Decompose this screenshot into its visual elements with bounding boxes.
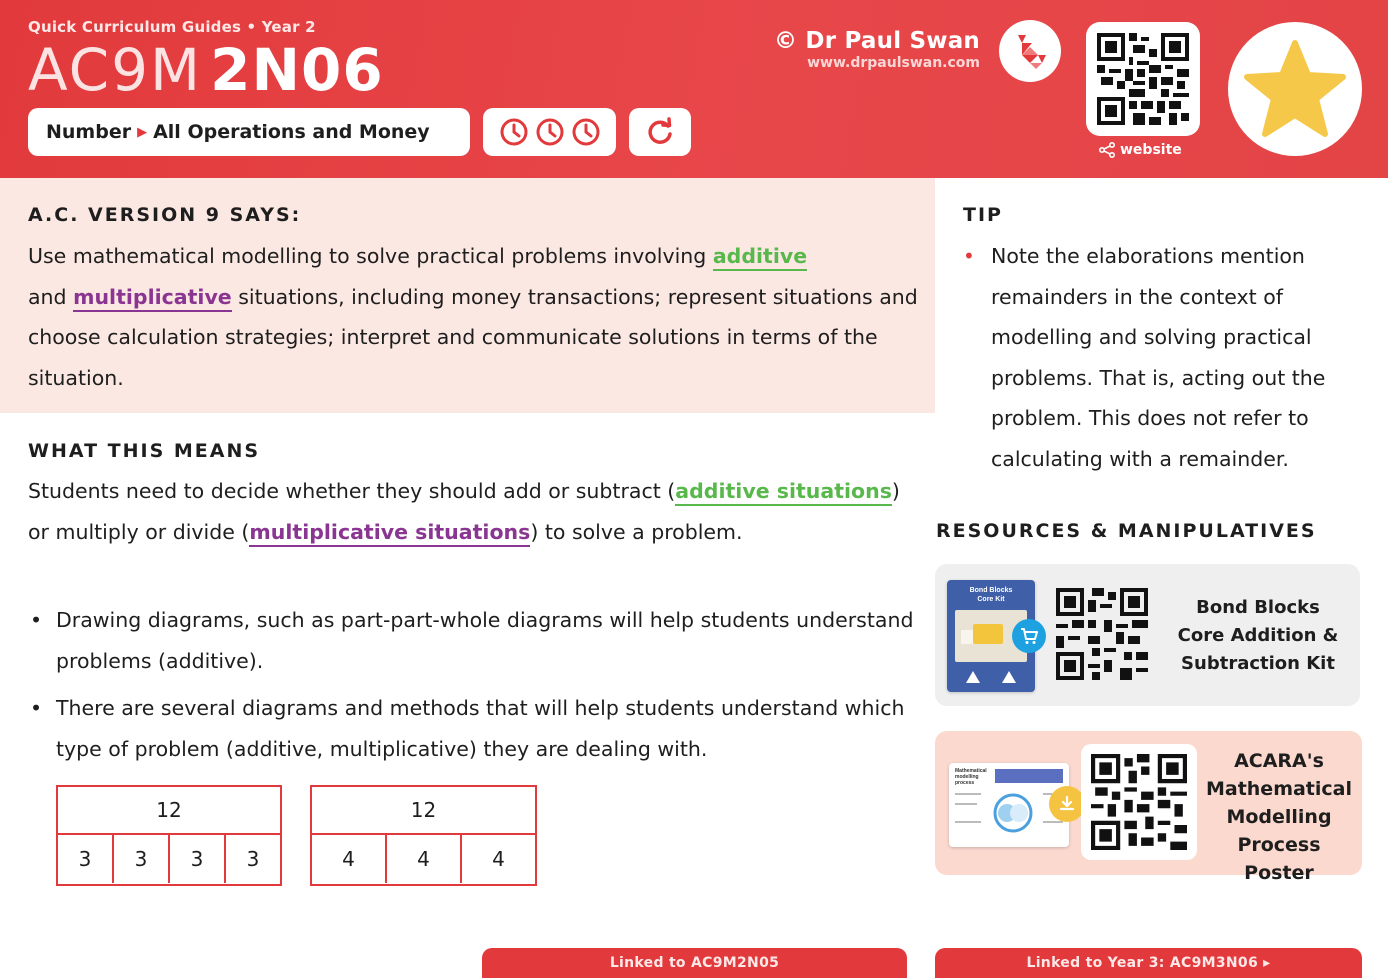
thumb-title: Mathematical modelling process bbox=[955, 768, 987, 786]
refresh-icon bbox=[644, 116, 676, 148]
keyword-multiplicative-situations: multiplicative situations bbox=[249, 520, 530, 547]
share-icon bbox=[1098, 141, 1116, 159]
says-text-part: and bbox=[28, 284, 74, 309]
cart-icon[interactable] bbox=[1012, 619, 1046, 653]
resource-card-modelling-poster[interactable] bbox=[935, 731, 1362, 884]
substrand-label: All Operations and Money bbox=[153, 121, 430, 143]
bar-model-part: 3 bbox=[168, 835, 224, 883]
bar-model-diagram bbox=[56, 785, 282, 886]
author-url[interactable]: www.drpaulswan.com bbox=[807, 55, 980, 71]
resource-title-line: Modelling bbox=[1226, 806, 1332, 828]
linked-prev-code-link[interactable]: Linked to AC9M2N05 bbox=[482, 948, 907, 978]
resources-heading: RESOURCES & MANIPULATIVES bbox=[936, 520, 1317, 542]
website-qr-code[interactable] bbox=[1086, 22, 1200, 136]
clock-icon bbox=[535, 117, 565, 147]
bar-model-part: 4 bbox=[342, 847, 355, 871]
keyword-additive: additive bbox=[713, 244, 807, 271]
bar-model-diagram bbox=[310, 785, 537, 886]
means-heading: WHAT THIS MEANS bbox=[28, 440, 261, 462]
code-prefix: AC9M bbox=[28, 36, 203, 104]
bar-model-whole: 12 bbox=[58, 787, 280, 835]
bar-model-parts bbox=[58, 835, 280, 883]
author-credit bbox=[770, 28, 980, 71]
linked-next-year-link[interactable]: Linked to Year 3: AC9M3N06 ▸ bbox=[935, 948, 1362, 978]
difficulty-star-badge bbox=[1228, 22, 1362, 156]
poster-header-bar bbox=[995, 769, 1063, 783]
says-text-part: Use mathematical modelling to solve practical problems involving bbox=[28, 244, 713, 268]
star-icon bbox=[1243, 39, 1347, 139]
download-icon[interactable] bbox=[1049, 786, 1085, 822]
resource-title-line: Subtraction Kit bbox=[1181, 653, 1335, 674]
series-tag: Quick Curriculum Guides • Year 2 bbox=[28, 18, 316, 36]
modelling-cycle-icon bbox=[985, 789, 1041, 837]
tip-heading: TIP bbox=[963, 204, 1003, 226]
curriculum-code bbox=[28, 38, 384, 102]
website-label: website bbox=[1120, 142, 1182, 158]
resource-title bbox=[1201, 747, 1357, 887]
thumb-subtitle: Core Kit bbox=[977, 596, 1005, 603]
brand-logo bbox=[999, 20, 1061, 82]
bar-model-part: 4 bbox=[385, 835, 460, 883]
time-indicator bbox=[483, 108, 616, 156]
tip-list bbox=[963, 236, 1363, 479]
resource-card-bond-blocks[interactable] bbox=[935, 564, 1360, 706]
resource-title-line: Core Addition & bbox=[1177, 625, 1339, 646]
list-item: • Drawing diagrams, such as part-part-whole diagrams will help students understand problems (additive). bbox=[28, 600, 918, 681]
refresh-button[interactable] bbox=[629, 108, 691, 156]
resource-title-line: Bond Blocks bbox=[1196, 597, 1320, 618]
keyword-additive-situations: additive situations bbox=[675, 479, 892, 506]
tip-item: • Note the elaborations mention remainders in the context of modelling and solving practical problems. That is, acting out the problem. This does not refer to calculating with a remainder. bbox=[963, 236, 1363, 479]
website-link[interactable] bbox=[1098, 141, 1198, 159]
bar-model-whole: 12 bbox=[312, 787, 535, 835]
strand-breadcrumb bbox=[28, 108, 470, 156]
means-text-part: ) to solve a problem. bbox=[530, 519, 743, 544]
means-explanation bbox=[28, 471, 918, 552]
resource-title bbox=[1167, 594, 1349, 678]
bar-model-part: 3 bbox=[224, 835, 280, 883]
resource-title-line: Mathematical bbox=[1205, 778, 1353, 800]
product-logos bbox=[955, 670, 1027, 684]
resource-title-line: ACARA's bbox=[1234, 750, 1324, 772]
means-text-part: Students need to decide whether they should add or subtract ( bbox=[28, 479, 676, 503]
keyword-multiplicative: multiplicative bbox=[73, 285, 232, 312]
qr-code-icon bbox=[1091, 754, 1187, 850]
code-suffix: 2N06 bbox=[210, 36, 384, 104]
curriculum-statement bbox=[28, 236, 918, 398]
bar-model-part: 3 bbox=[78, 847, 92, 871]
author-name: © Dr Paul Swan bbox=[774, 28, 980, 54]
strand-label: Number bbox=[46, 121, 132, 143]
means-text-part: ) or multiply or divide ( bbox=[28, 479, 900, 544]
modelling-poster-qr-code[interactable] bbox=[1081, 744, 1197, 860]
header-banner bbox=[0, 0, 1388, 178]
bar-model-part: 4 bbox=[460, 835, 535, 883]
bar-model-parts bbox=[312, 835, 535, 883]
bar-model-part: 3 bbox=[112, 835, 168, 883]
says-text-part: situations, including money transactions; represent situations and choose calculation strategies; interpret and communicate solutions in terms of the situation. bbox=[28, 284, 918, 390]
clock-icon bbox=[571, 117, 601, 147]
tangram-bird-icon bbox=[1008, 29, 1052, 73]
breadcrumb-arrow-icon: ▶ bbox=[137, 124, 148, 140]
means-bullet-list bbox=[28, 600, 918, 776]
says-heading: A.C. VERSION 9 SAYS: bbox=[28, 204, 302, 226]
resource-title-line: Process Poster bbox=[1237, 834, 1321, 884]
qr-code-icon bbox=[1097, 33, 1189, 125]
qr-code-icon bbox=[1056, 588, 1148, 680]
bond-blocks-qr-code[interactable] bbox=[1052, 584, 1152, 684]
list-item: • There are several diagrams and methods that will help students understand which type of problem (additive, multiplicative) they are dealing with. bbox=[28, 688, 918, 769]
clock-icon bbox=[499, 117, 529, 147]
thumb-title: Bond Blocks bbox=[969, 587, 1013, 594]
